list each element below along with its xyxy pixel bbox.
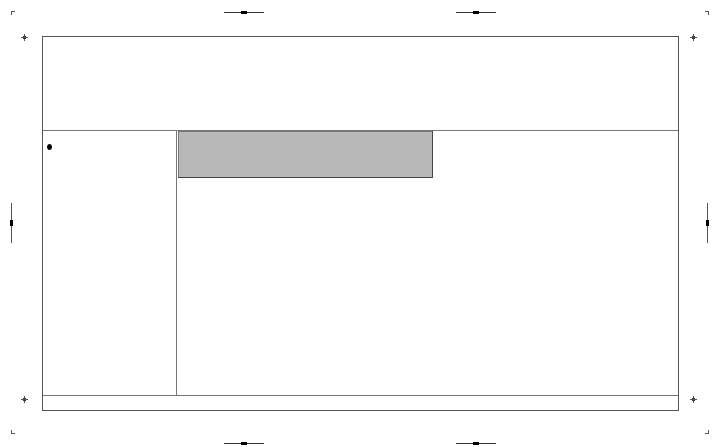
registration-bar [224,443,264,444]
ballot-box [42,36,679,411]
corner-crop-mark [705,11,709,15]
registration-bar [707,203,708,243]
registration-bar [456,443,496,444]
governor-contest-table [178,131,433,178]
registration-bar [224,12,264,13]
corner-crop-mark [11,430,15,434]
corner-crop-mark [705,430,709,434]
office-title [179,132,433,178]
registration-bar [456,12,496,13]
crosshair-target-icon [690,396,697,403]
instruction-fill-oval [45,142,173,151]
footer-divider [43,395,678,396]
registration-bar [11,203,12,243]
crosshair-target-icon [690,34,697,41]
filled-oval-icon [47,144,52,150]
instructions-panel [43,131,177,395]
crosshair-target-icon [21,34,28,41]
crosshair-target-icon [21,396,28,403]
corner-crop-mark [11,11,15,15]
